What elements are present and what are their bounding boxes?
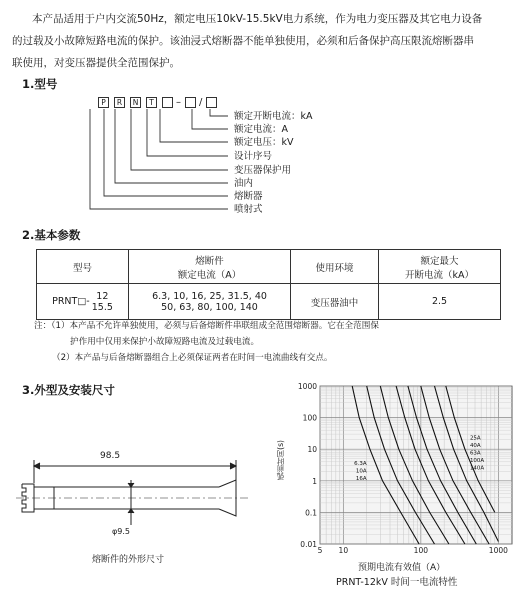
code-box: N bbox=[130, 97, 141, 108]
header-breaking-current bbox=[379, 250, 501, 284]
model-label: 额定电流：A bbox=[234, 124, 288, 135]
code-slash: / bbox=[199, 96, 203, 108]
notes bbox=[34, 318, 504, 366]
cell-currents bbox=[129, 284, 291, 320]
y-tick-label: 0.1 bbox=[305, 508, 317, 518]
intro-line: 本产品适用于户内交流50Hz，额定电压10kV-15.5kV电力系统，作为电力变压器及其它电力设备 bbox=[32, 13, 483, 25]
series-label: 63A bbox=[469, 450, 481, 457]
series-label: 25A bbox=[469, 435, 481, 442]
parameters-table bbox=[36, 249, 501, 320]
series-label: 10A bbox=[355, 468, 367, 475]
dimension-length: 98.5 bbox=[100, 451, 121, 461]
model-voltage: 15.5 bbox=[91, 301, 113, 313]
series-label: 16A bbox=[355, 475, 367, 482]
model-voltage: 12 bbox=[96, 290, 109, 302]
chart-title: PRNT-12kV 时间一电流特性 bbox=[336, 577, 458, 588]
x-tick-label: 10 bbox=[338, 546, 349, 555]
series-label: 40A bbox=[469, 443, 481, 450]
table-header-row bbox=[37, 250, 501, 284]
series-label: 6.3A bbox=[354, 460, 367, 467]
header-break-line: 额定最大 bbox=[420, 255, 459, 267]
chart-y-label: 弧前时间(s) bbox=[276, 440, 285, 481]
code-dash: – bbox=[176, 96, 181, 108]
y-tick-label: 10 bbox=[307, 445, 317, 455]
header-fuse-line: 熔断件 bbox=[195, 255, 224, 267]
fuse-outline-drawing bbox=[14, 450, 254, 540]
note-line: 注：（1）本产品不允许单独使用，必须与后备熔断件串联组成全范围熔断器。它在全范围保 bbox=[34, 321, 379, 331]
outline-caption: 熔断件的外形尺寸 bbox=[92, 555, 165, 565]
header-model: 型号 bbox=[37, 250, 129, 284]
note-line: （2）本产品与后备熔断器组合上必须保证两者在时间一电流曲线有交点。 bbox=[52, 353, 333, 363]
header-break-line: 开断电流（kA） bbox=[404, 269, 474, 281]
model-label: 设计序号 bbox=[234, 151, 273, 162]
cell-environment: 变压器油中 bbox=[291, 284, 379, 320]
header-fuse-current bbox=[129, 250, 291, 284]
currents-line: 6.3, 10, 16, 25, 31.5, 40 bbox=[152, 290, 267, 302]
cell-breaking: 2.5 bbox=[379, 284, 501, 320]
currents-line: 50, 63, 80, 100, 140 bbox=[161, 301, 258, 313]
code-box: T bbox=[146, 97, 157, 108]
chart-x-label: 预期电流有效值（A） bbox=[358, 563, 446, 573]
time-current-chart bbox=[290, 378, 518, 560]
section-heading-outline: 3.外型及安装尺寸 bbox=[22, 383, 115, 397]
y-tick-label: 1000 bbox=[297, 382, 317, 391]
x-tick-label: 1000 bbox=[488, 546, 508, 555]
series-label: 100A bbox=[469, 458, 485, 465]
series-label: 140A bbox=[469, 465, 485, 472]
model-label: 额定开断电流：kA bbox=[234, 111, 313, 122]
model-label: 变压器保护用 bbox=[234, 165, 292, 176]
note-line: 护作用中仅用来保护小故障短路电流及过载电流。 bbox=[70, 337, 260, 347]
intro-line: 的过载及小故障短路电流的保护。该油浸式熔断器不能单独使用，必须和后备保护高压限流熔断器串 bbox=[12, 35, 474, 47]
x-tick-label: 5 bbox=[317, 546, 323, 555]
header-fuse-line: 额定电流（A） bbox=[177, 269, 242, 281]
section-heading-params: 2.基本参数 bbox=[22, 228, 81, 242]
model-label: 熔断器 bbox=[234, 191, 263, 202]
code-box: R bbox=[114, 97, 125, 108]
y-tick-label: 0.01 bbox=[300, 540, 317, 549]
model-label: 油内 bbox=[234, 178, 254, 189]
header-environment: 使用环境 bbox=[291, 250, 379, 284]
section-heading-model: 1.型号 bbox=[22, 77, 58, 91]
model-prefix: PRNT□- bbox=[52, 296, 90, 307]
table-row bbox=[37, 284, 501, 320]
intro-line: 联使用，对变压器提供全范围保护。 bbox=[12, 57, 180, 69]
x-tick-label: 100 bbox=[413, 546, 429, 555]
y-tick-label: 100 bbox=[302, 413, 317, 423]
dimension-diameter: φ9.5 bbox=[112, 527, 130, 536]
cell-model bbox=[37, 284, 129, 320]
model-label: 额定电压：kV bbox=[234, 137, 294, 148]
code-box: P bbox=[98, 97, 109, 108]
model-label: 喷射式 bbox=[234, 204, 263, 215]
y-tick-label: 1 bbox=[312, 476, 317, 486]
